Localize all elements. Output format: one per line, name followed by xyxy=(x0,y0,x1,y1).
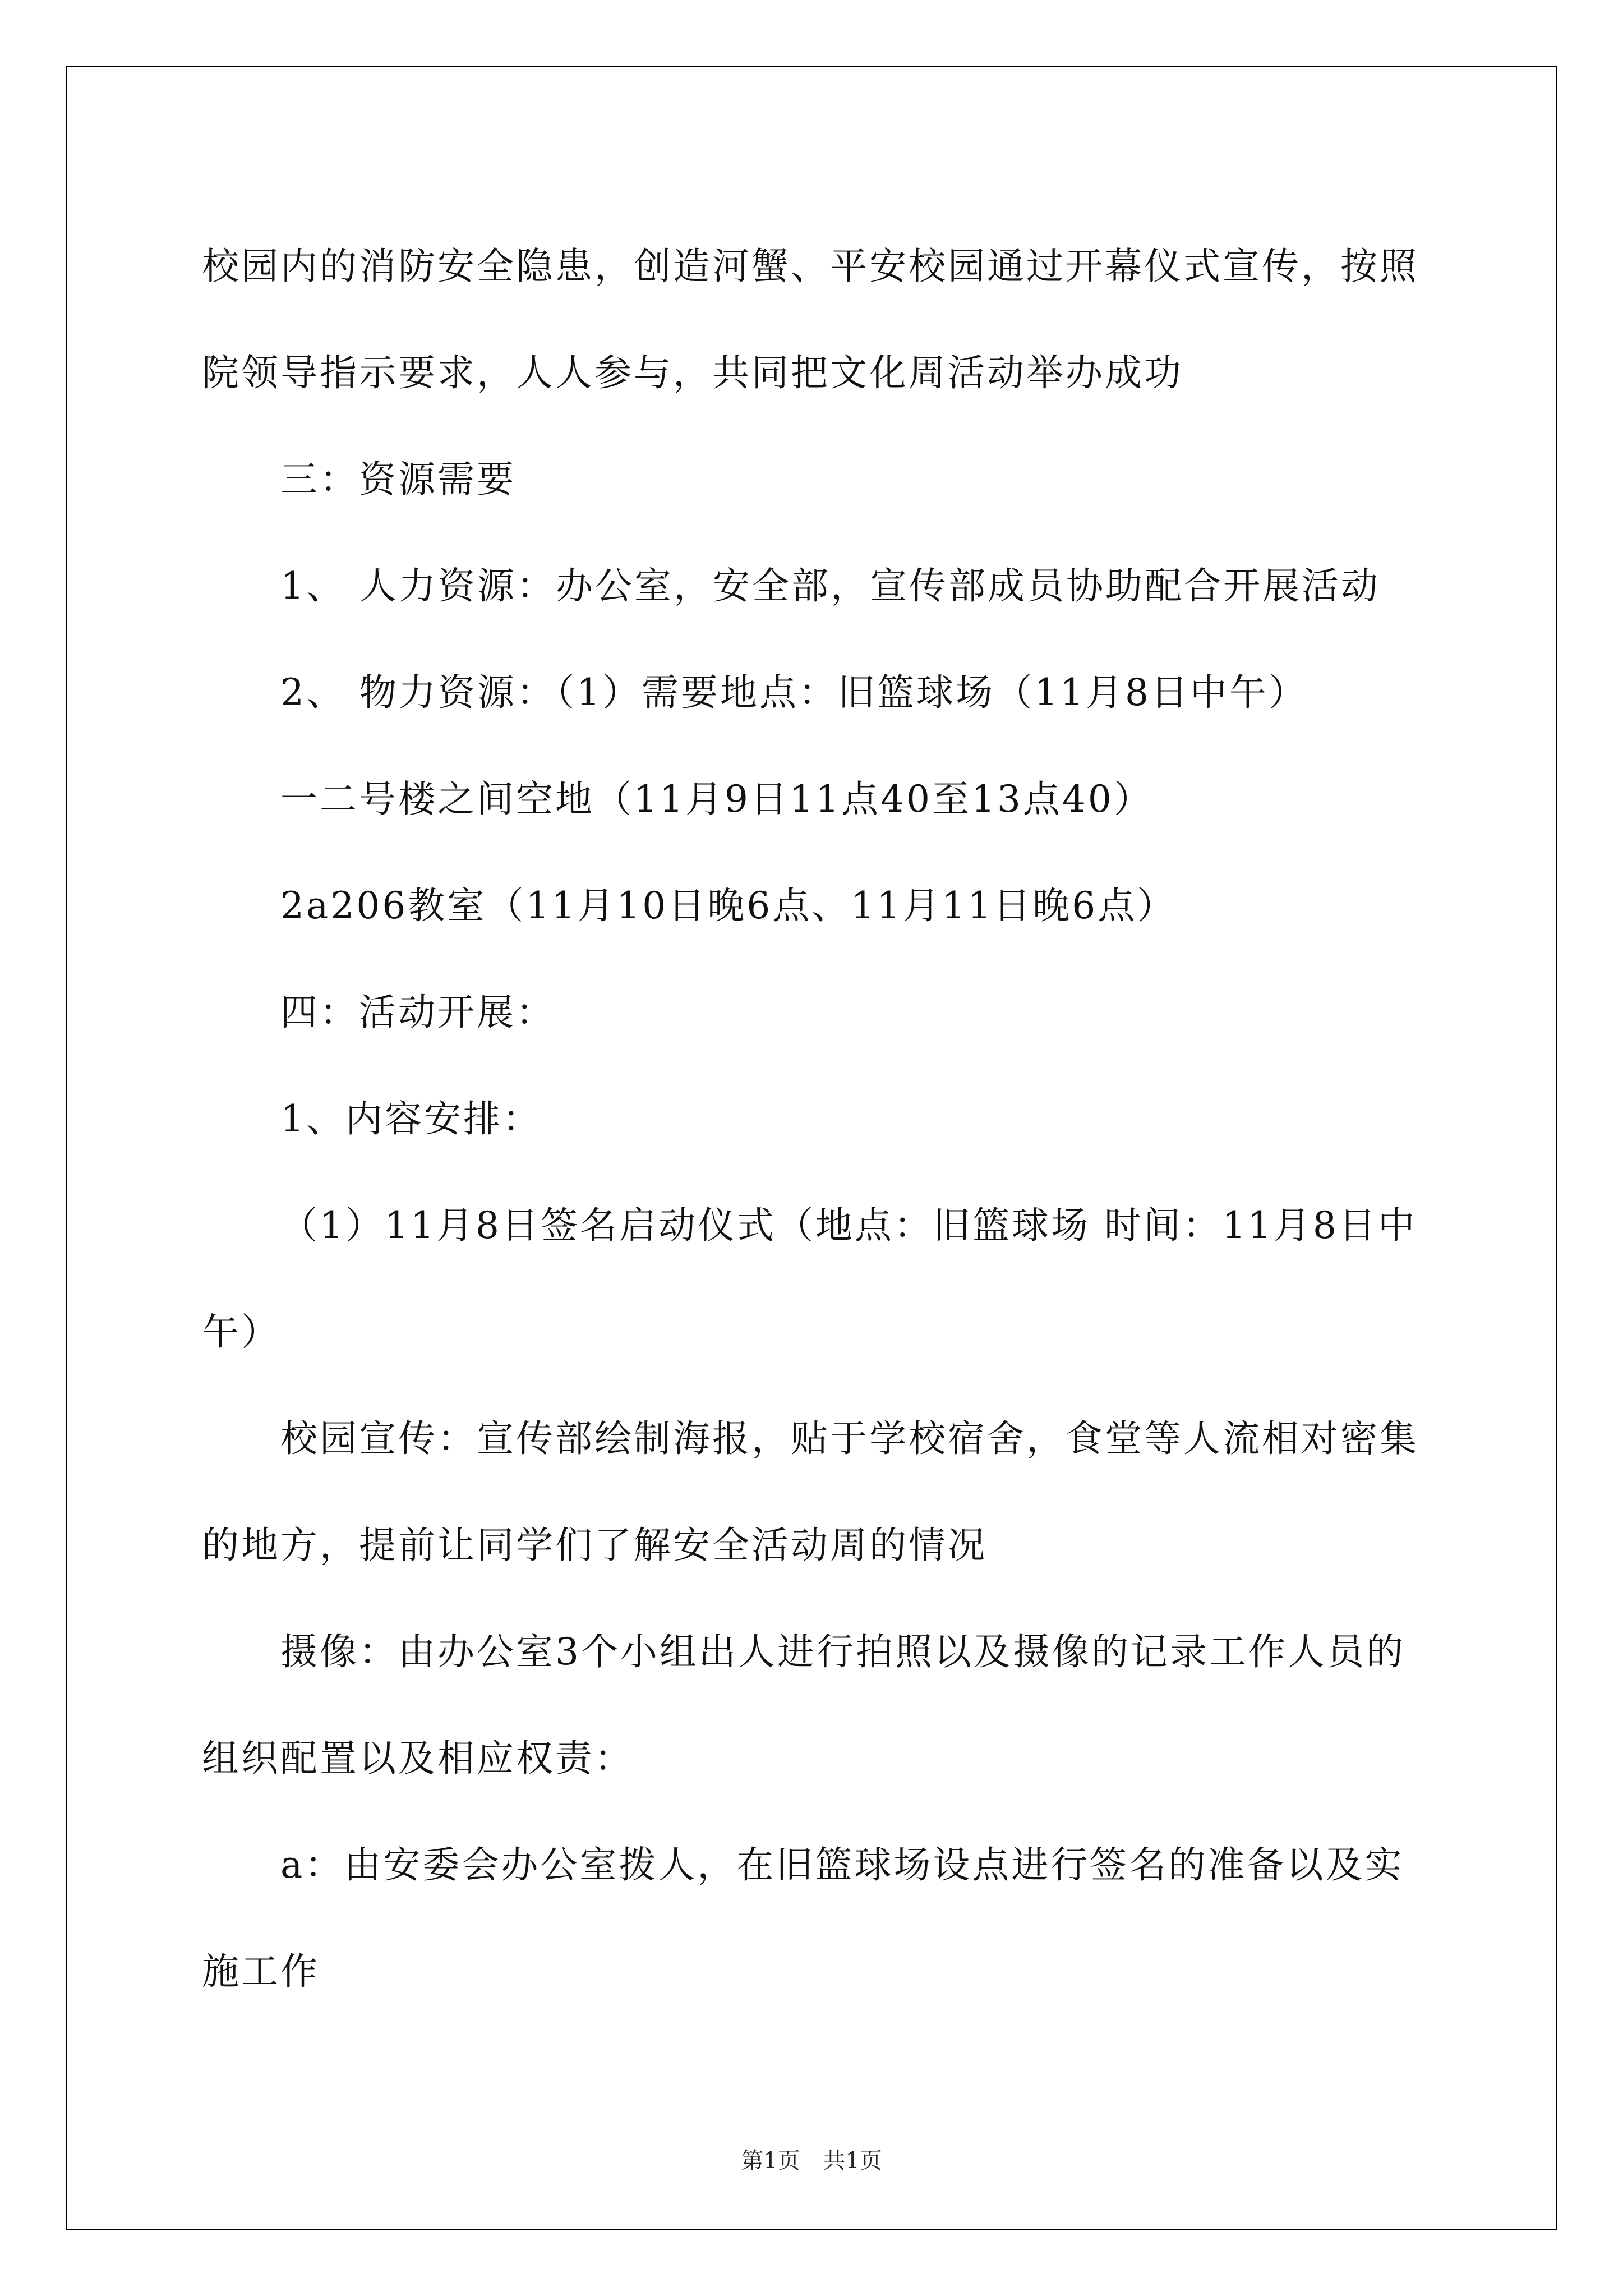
page-total: 共1页 xyxy=(823,2148,882,2174)
paragraph: 摄像：由办公室3个小组出人进行拍照以及摄像的记录工作人员的组织配置以及相应权责： xyxy=(202,1630,1405,1780)
paragraph: 1、内容安排： xyxy=(280,1097,542,1140)
page-number: 第1页 xyxy=(741,2148,800,2174)
paragraph: 一二号楼之间空地（11月9日11点40至13点40） xyxy=(280,777,1153,821)
paragraph: （1）11月8日签名启动仪式（地点：旧篮球场 时间：11月8日中午） xyxy=(202,1204,1417,1354)
paragraph: 1、 人力资源：办公室，安全部，宣传部成员协助配合开展活动 xyxy=(280,564,1380,608)
paragraph: a：由安委会办公室拨人，在旧篮球场设点进行签名的准备以及实施工作 xyxy=(202,1843,1404,1993)
paragraph: 2、 物力资源：（1）需要地点：旧篮球场（11月8日中午） xyxy=(280,671,1308,714)
paragraph: 校园宣传：宣传部绘制海报，贴于学校宿舍，食堂等人流相对密集的地方，提前让同学们了解安全活动周的情况 xyxy=(202,1417,1419,1567)
section-heading: 四：活动开展： xyxy=(280,991,555,1034)
page-footer xyxy=(0,2143,1623,2175)
paragraph: 2a206教室（11月10日晚6点、11月11日晚6点） xyxy=(280,884,1177,927)
section-heading: 三：资源需要 xyxy=(280,458,516,501)
paragraph: 校园内的消防安全隐患，创造河蟹、平安校园通过开幕仪式宣传，按照院领导指示要求，人人参与，共同把文化周活动举办成功 xyxy=(202,245,1419,394)
document-body xyxy=(202,213,1436,2025)
